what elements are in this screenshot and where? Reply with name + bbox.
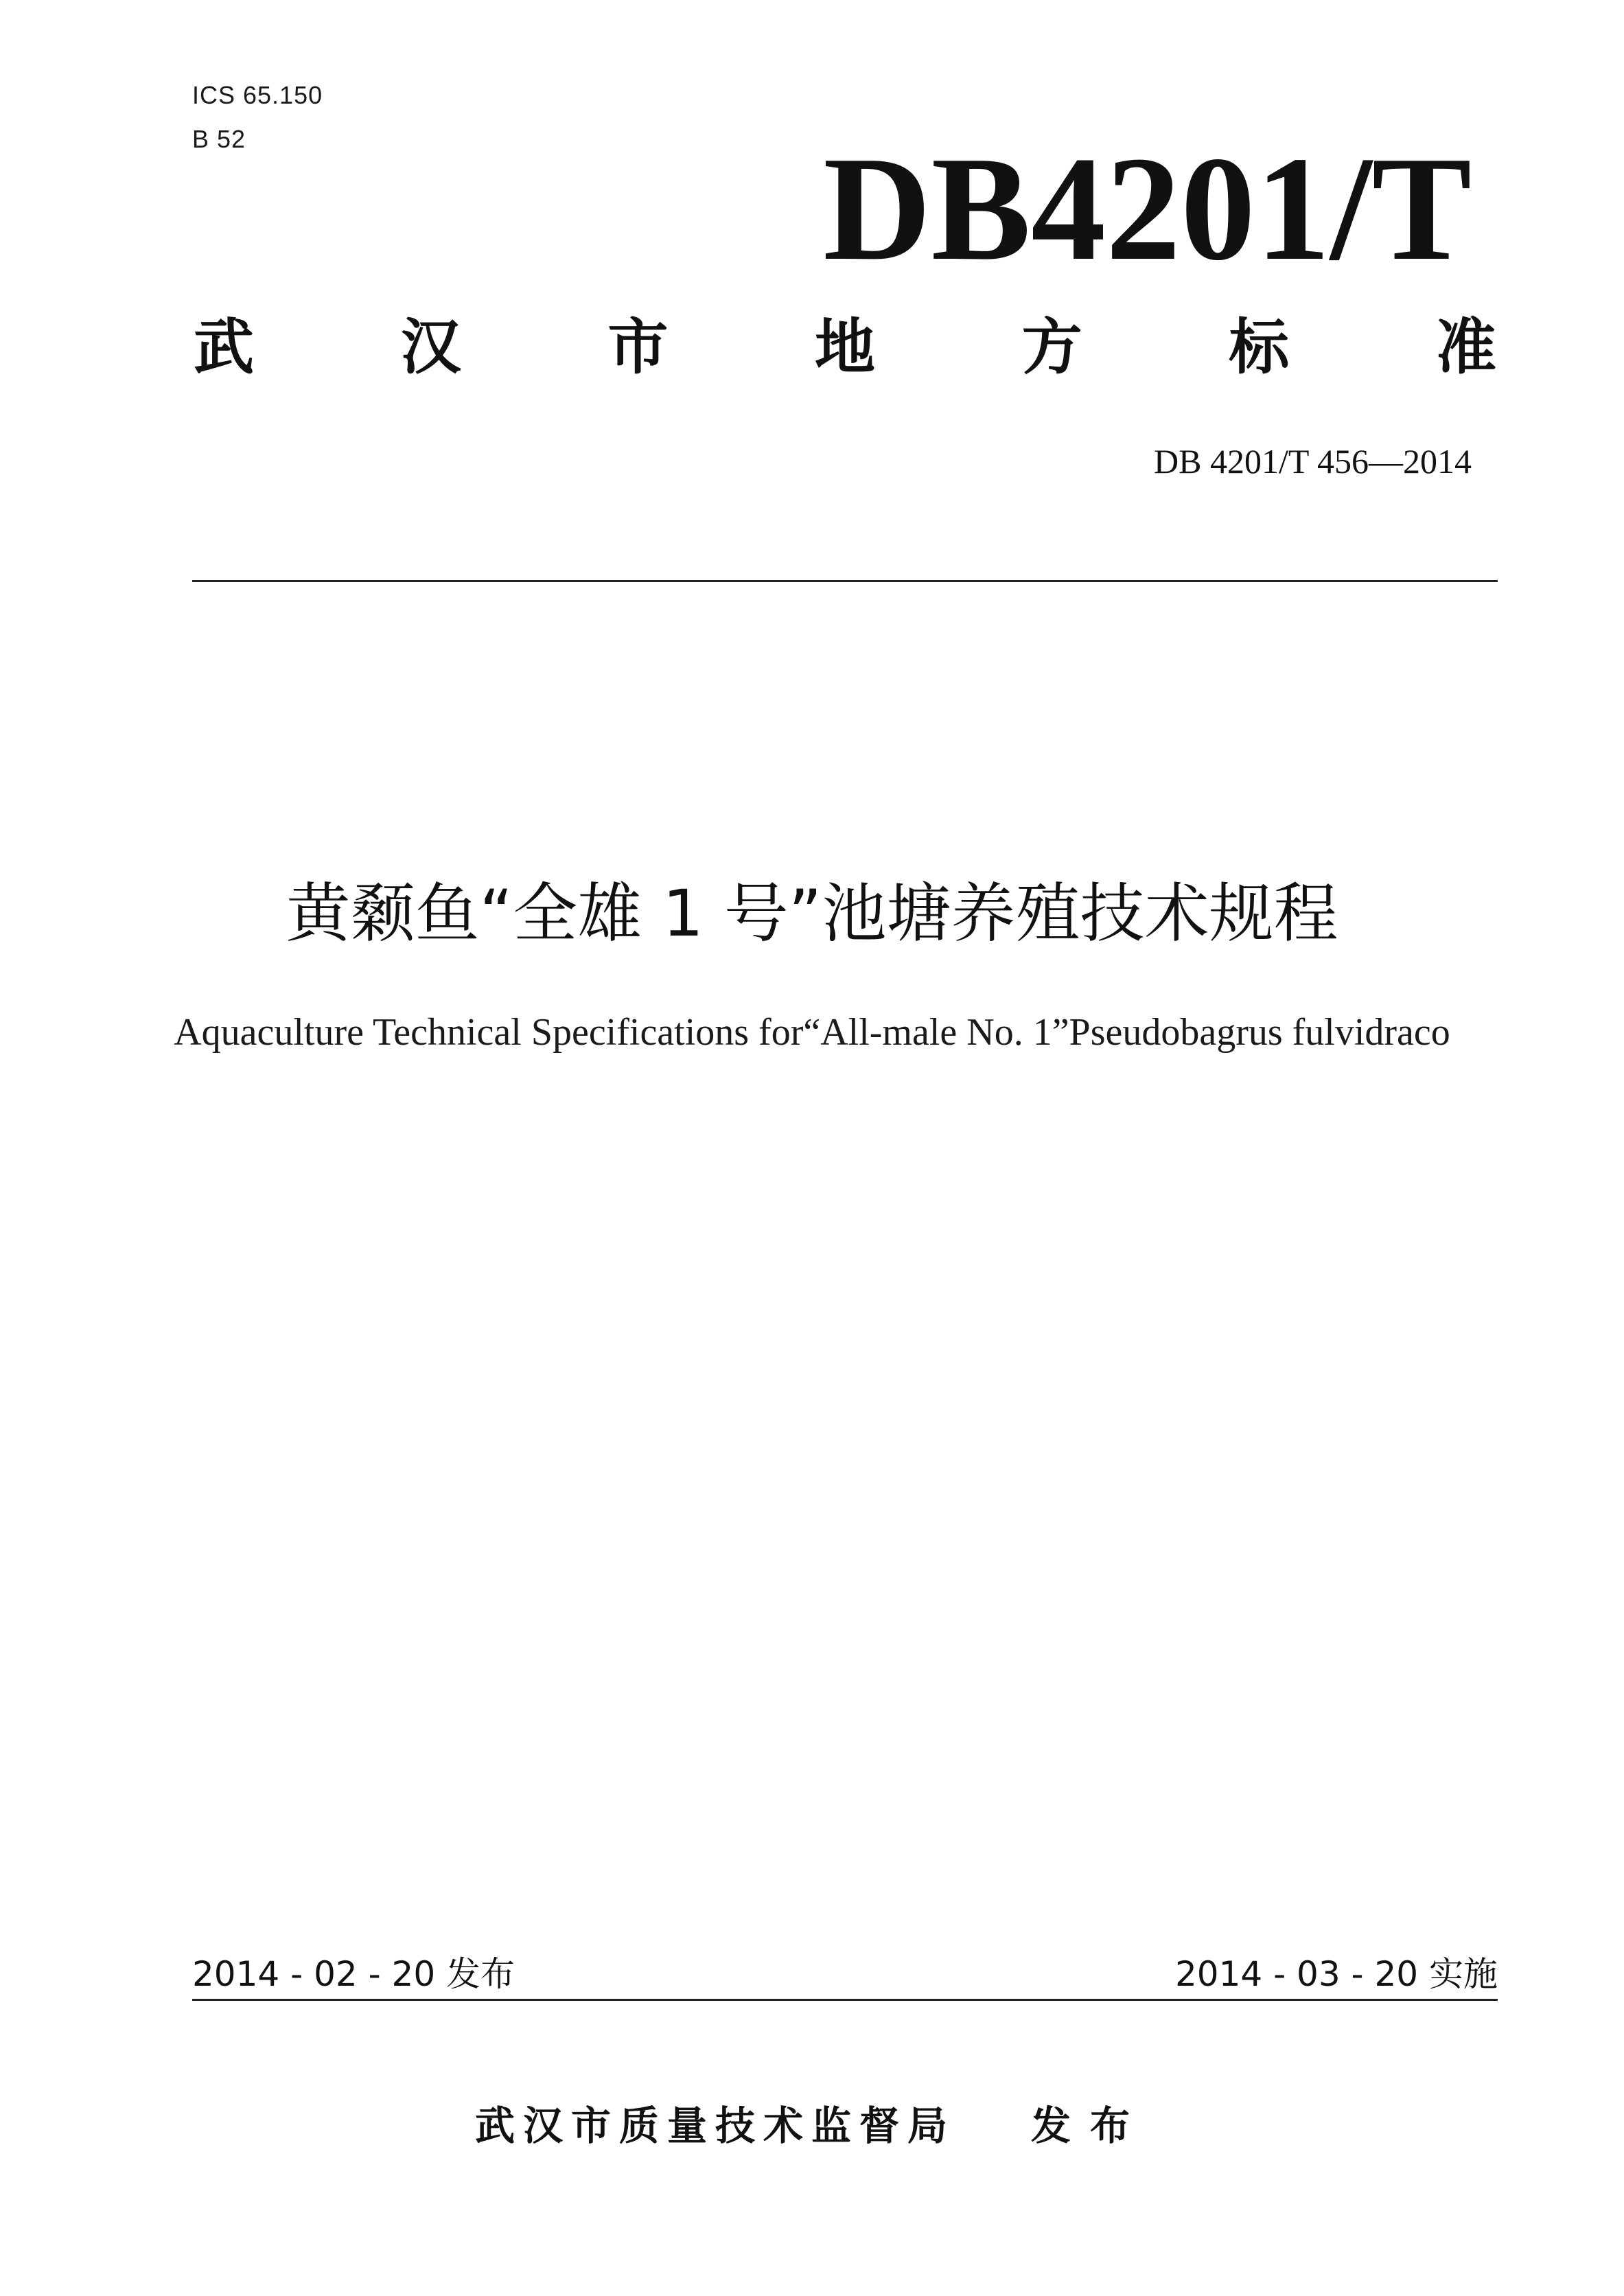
publisher-name: 武汉市质量技术监督局 bbox=[474, 2102, 955, 2149]
standard-type-char: 武 bbox=[194, 312, 255, 382]
standard-type-char: 市 bbox=[607, 312, 669, 382]
standard-mark: DB4201/T bbox=[823, 126, 1472, 292]
standard-type-char: 地 bbox=[814, 312, 875, 382]
publish-label: 发布 bbox=[1031, 2102, 1150, 2149]
bottom-divider bbox=[192, 1999, 1498, 2001]
standard-type-char: 方 bbox=[1021, 312, 1082, 382]
issue-date: 2014 - 02 - 20 发布 bbox=[192, 1954, 515, 1994]
publisher-line bbox=[0, 2094, 1624, 2151]
standard-number: DB 4201/T 456—2014 bbox=[1154, 442, 1472, 480]
document-title-english: Aquaculture Technical Specifications for“All-male No. 1”Pseudobagrus fulvidraco bbox=[174, 1011, 1450, 1054]
standard-type-char: 标 bbox=[1229, 312, 1290, 382]
ics-code: ICS 65.150 bbox=[192, 81, 323, 109]
standard-type-char: 汉 bbox=[400, 312, 461, 382]
implementation-date: 2014 - 03 - 20 实施 bbox=[1174, 1954, 1498, 1994]
top-divider bbox=[192, 580, 1498, 582]
document-title-chinese: 黄颡鱼“全雄 1 号”池塘养殖技术规程 bbox=[286, 877, 1338, 951]
standard-type-char: 准 bbox=[1435, 312, 1496, 382]
standard-type-heading bbox=[194, 312, 1496, 382]
ccs-code: B 52 bbox=[192, 125, 246, 153]
